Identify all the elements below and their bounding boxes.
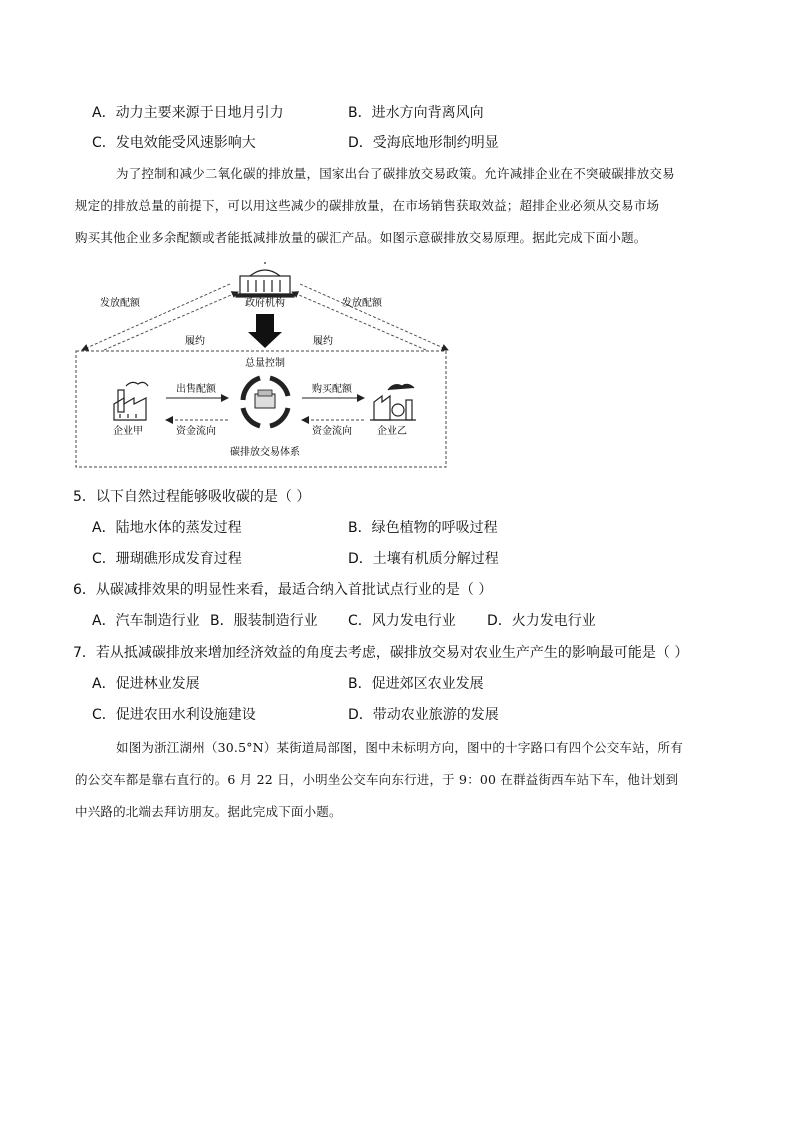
government-label: 政府机构 [245, 298, 285, 309]
sell-quota-label: 出售配额 [176, 384, 216, 395]
fund-flow-left: 资金流向 [176, 426, 216, 437]
comply-left: 履约 [185, 336, 205, 347]
q5-option-b: B．绿色植物的呼吸过程 [348, 520, 498, 536]
q5-option-a: A．陆地水体的蒸发过程 [92, 520, 242, 536]
carbon-trading-diagram [70, 262, 455, 474]
buy-quota-label: 购买配额 [312, 384, 352, 395]
q7-option-b: B．促进郊区农业发展 [348, 676, 484, 692]
q6-option-b: B．服装制造行业 [210, 613, 318, 629]
passage1-line-1: 为了控制和减少二氧化碳的排放量，国家出台了碳排放交易政策。允许减排企业在不突破碳排放交易 [116, 166, 675, 181]
factory-a-icon [114, 382, 148, 420]
q5-option-d: D．土壤有机质分解过程 [348, 551, 499, 567]
passage1-line-2: 规定的排放总量的前提下，可以用这些减少的碳排放量，在市场销售获取效益；超排企业必须从交易市场 [75, 198, 660, 213]
passage2-line-3: 中兴路的北端去拜访朋友。据此完成下面小题。 [75, 804, 342, 819]
option-c: C．发电效能受风速影响大 [92, 135, 256, 151]
option-b: B．进水方向背离风向 [348, 105, 484, 121]
passage2-line-1: 如图为浙江湖州（30.5°N）某街道局部图，图中未标明方向，图中的十字路口有四个公交车站，所有 [116, 740, 683, 755]
q7-option-d: D．带动农业旅游的发展 [348, 707, 499, 723]
q6-option-d: D．火力发电行业 [487, 613, 596, 629]
option-d: D．受海底地形制约明显 [348, 135, 499, 151]
q5-option-c: C．珊瑚礁形成发育过程 [92, 551, 242, 567]
q7-stem: 7．若从抵减碳排放来增加经济效益的角度去考虑，碳排放交易对农业生产产生的影响最可能是（ ） [73, 645, 689, 661]
company-a-label: 企业甲 [113, 426, 143, 437]
q6-option-a: A．汽车制造行业 [92, 613, 200, 629]
fund-flow-right: 资金流向 [312, 426, 352, 437]
passage2-line-2: 的公交车都是靠右直行的。6 月 22 日，小明坐公交车向东行进，于 9：00 在群益街西车站下车，他计划到 [75, 772, 679, 787]
passage1-line-3: 购买其他企业多余配额或者能抵减排放量的碳汇产品。如图示意碳排放交易原理。据此完成下面小题。 [75, 230, 647, 245]
q6-option-c: C．风力发电行业 [348, 613, 456, 629]
q5-stem: 5．以下自然过程能够吸收碳的是（ ） [73, 489, 311, 505]
cycle-icon [243, 378, 288, 426]
comply-right: 履约 [313, 336, 333, 347]
q7-option-c: C．促进农田水利设施建设 [92, 707, 256, 723]
total-control-label: 总量控制 [245, 358, 285, 369]
option-a: A．动力主要来源于日地月引力 [92, 105, 284, 121]
company-b-label: 企业乙 [377, 426, 407, 437]
issue-quota-left: 发放配额 [100, 298, 140, 309]
factory-b-icon [370, 384, 416, 420]
q7-option-a: A．促进林业发展 [92, 676, 200, 692]
down-arrow-icon [248, 314, 282, 348]
government-building-icon [236, 262, 294, 297]
trading-system-label: 碳排放交易体系 [230, 447, 300, 458]
issue-quota-right: 发放配额 [342, 298, 382, 309]
q6-stem: 6．从碳减排效果的明显性来看，最适合纳入首批试点行业的是（ ） [73, 582, 493, 598]
